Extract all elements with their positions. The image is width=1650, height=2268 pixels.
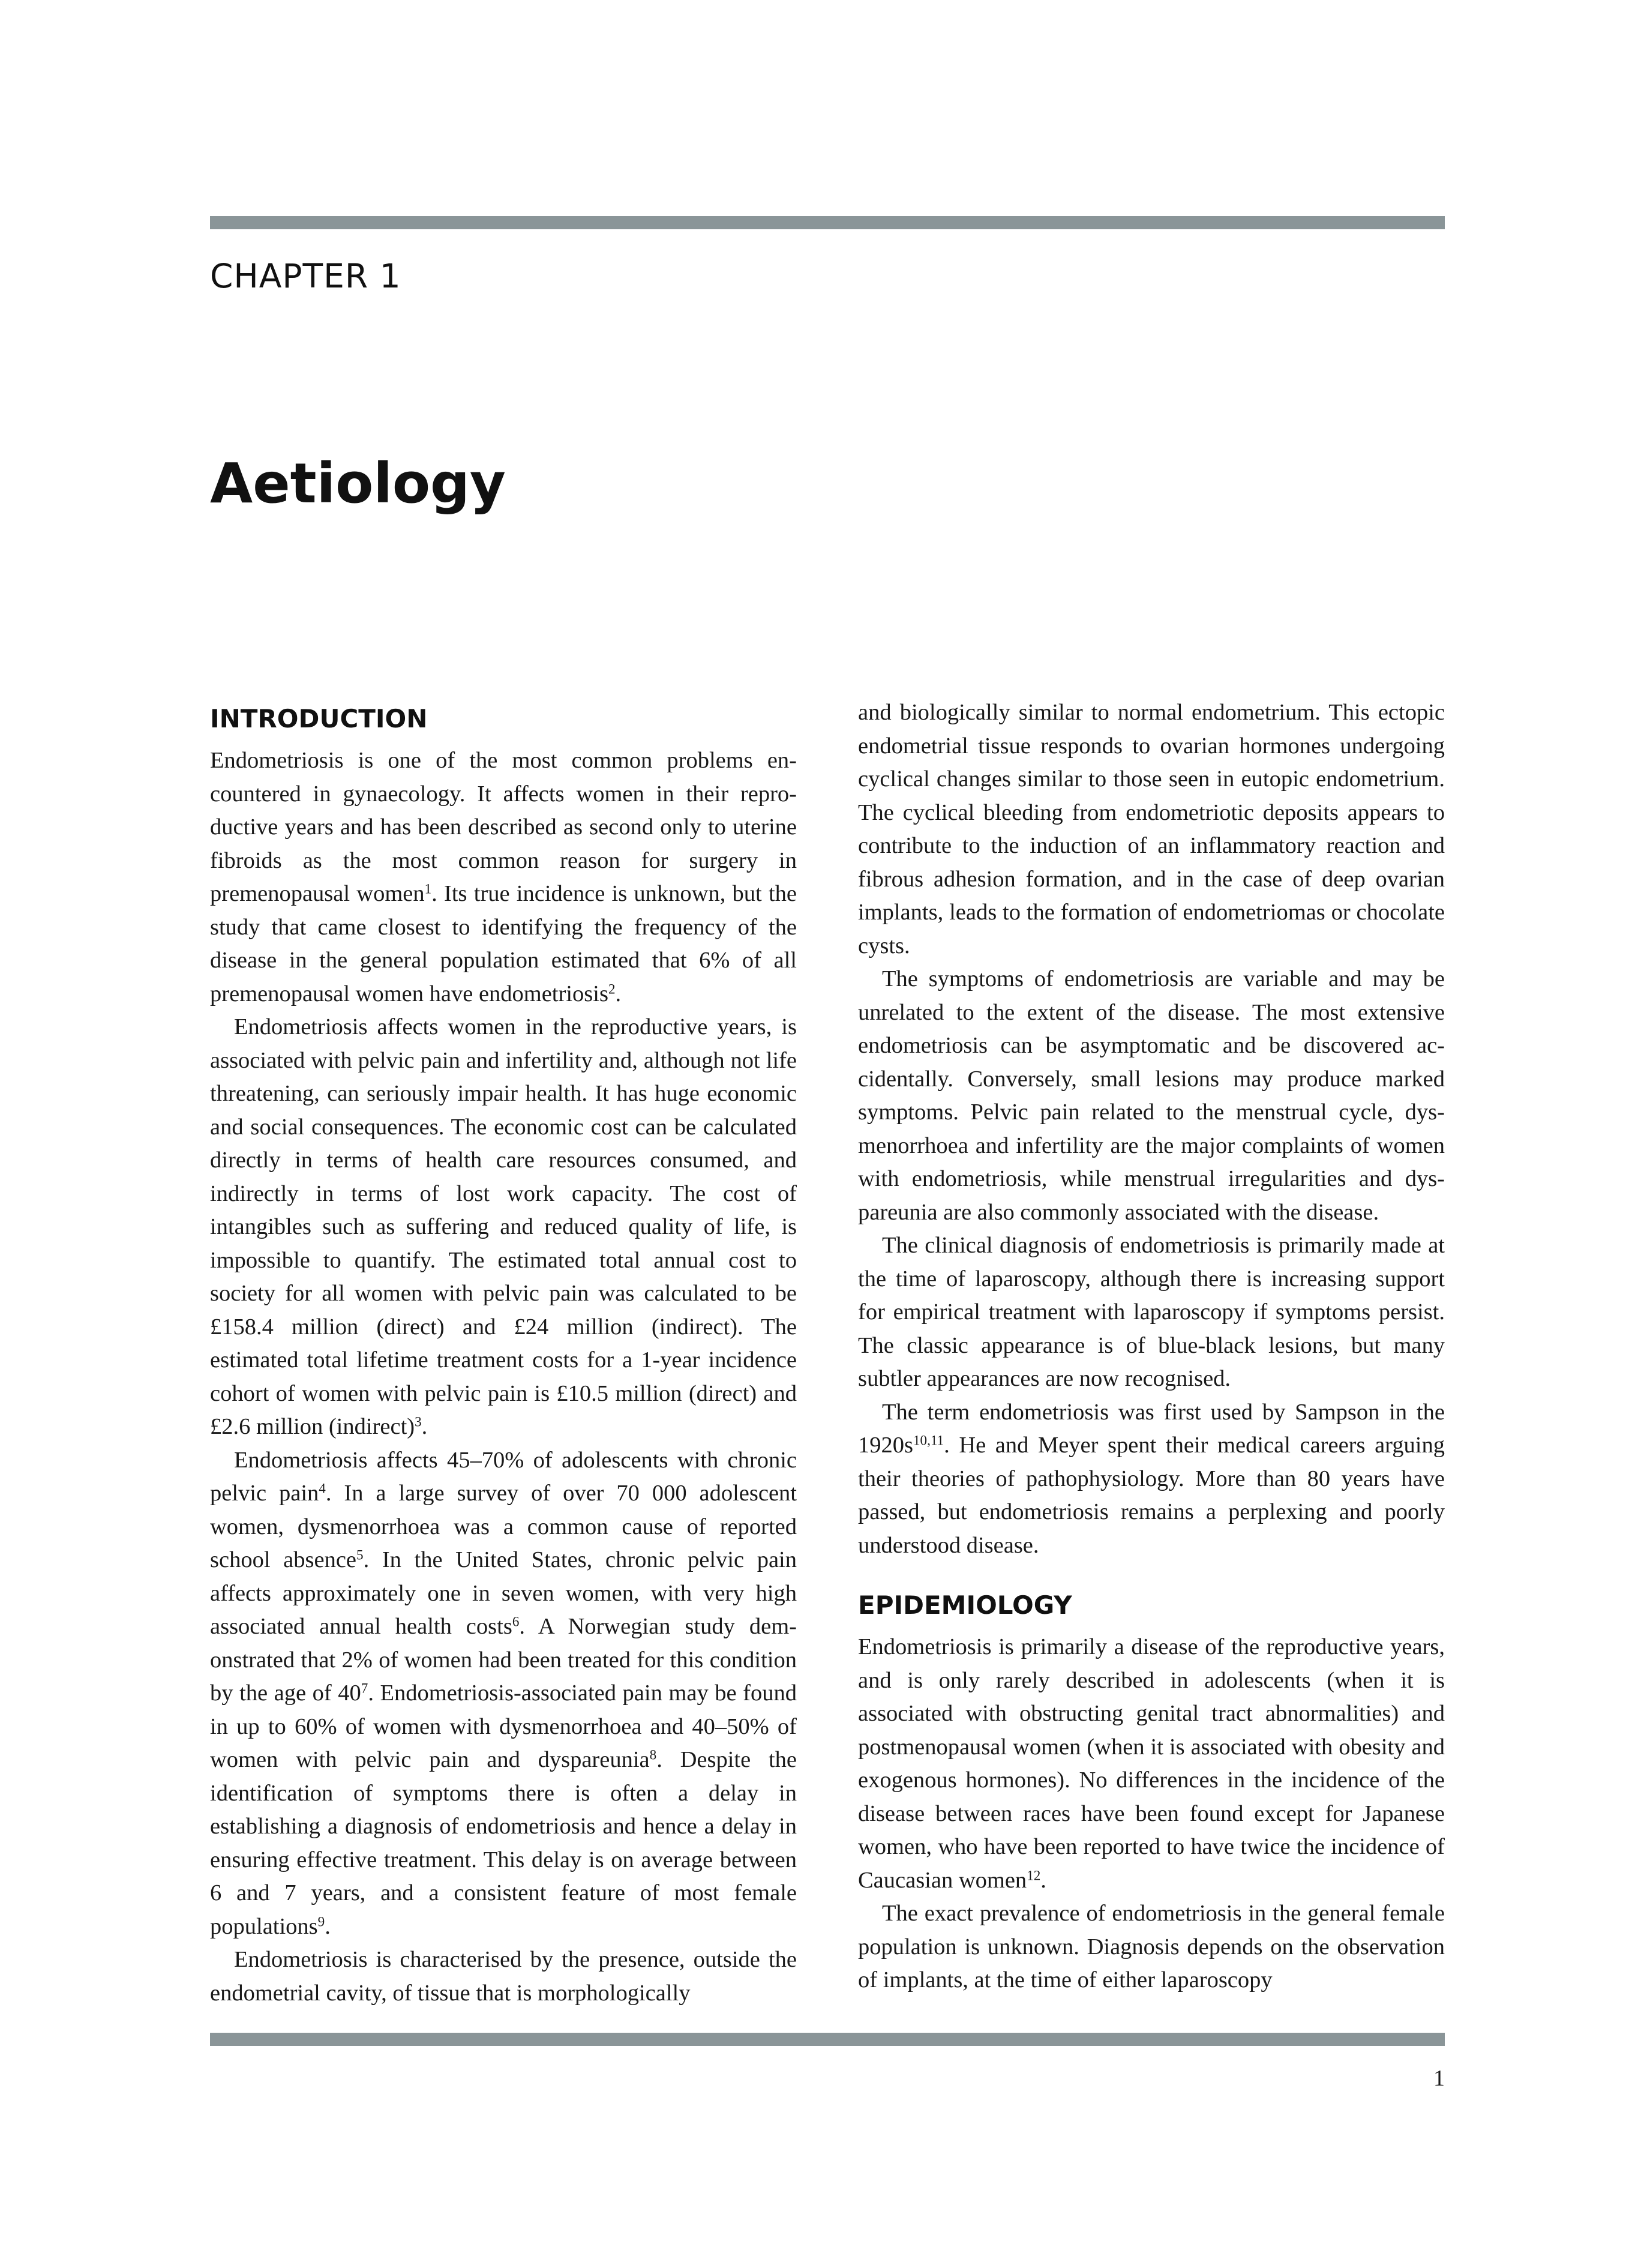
citation-marker: 6 <box>512 1613 520 1629</box>
chapter-title: Aetiology <box>210 451 506 516</box>
citation-marker: 4 <box>319 1480 326 1496</box>
epidemiology-body <box>858 1631 1445 1997</box>
citation-marker: 1 <box>424 880 432 897</box>
bottom-rule <box>210 2033 1445 2046</box>
citation-marker: 3 <box>415 1413 422 1430</box>
top-rule <box>210 216 1445 229</box>
chapter-label: CHAPTER 1 <box>210 257 401 295</box>
citation-marker: 2 <box>608 980 616 996</box>
body-paragraph: Endometriosis affects women in the reproductive years, is associated with pelvic pain and infertility and, although not life threatening, can seriously impair health. It has huge economic and social consequences. The economic cost can be calculated directly in terms of health care resources consumed, and indirectly in terms of lost work capacity. The cost of intangibles such as suffering and reduced quality of life, is impossible to quantify. The estimated total annual cost to society for all women with pelvic pain was calculated to be £158.4 million (direct) and £24 million (indirect). The estimated total lifetime treatment costs for a 1-year incidence cohort of women with pelvic pain is £10.5 million (direct) and £2.6 million (indirect)$^3$. <box>210 1014 797 1439</box>
body-paragraph: The symptoms of endometriosis are variable and may be unrelated to the extent of the disease. The most extensive endometriosis can be asymptomatic and be discovered accidentally. Conversely, small lesions may produce marked symptoms. Pelvic pain related to the menstrual cycle, dysmenorrhoea and infertility are the major complaints of women with endometriosis, while menstrual irregularities and dyspareunia are also commonly associated with the disease. <box>858 966 1445 1225</box>
body-paragraph: Endometriosis affects 45–70% of adolescents with chronic pelvic pain$^4$. In a large survey of over 70 000 adolescent women, dysmenorrhoea was a common cause of reported school absence$^5$. In the United States, chronic pelvic pain affects approximately one in seven women, with very high associated annual health costs$^6$. A Norwegian study demonstrated that 2% of women had been treated for this condition by the age of $40^7$. Endometriosis-associated pain may be found in up to 60% of women with dysmenorrhoea and 40–50% of women with pelvic pain and dyspareunia$^8$. Despite the identification of symptoms there is often a delay in establishing a diagnosis of endometriosis and hence a delay in ensuring effective treatment. This delay is on average between 6 and 7 years, and a consistent feature of most female populations$^9$. <box>210 1447 797 1939</box>
citation-marker: 8 <box>649 1746 657 1763</box>
body-paragraph: Endometriosis is characterised by the presence, outside the endometrial cavity, of tissue that is morphologically <box>210 1947 797 2006</box>
body-paragraph: The clinical diagnosis of endometriosis is primarily made at the time of laparoscopy, although there is increasing support for empirical treatment with laparoscopy if symptoms persist. The classic appearance is of blue-black lesions, but many subtler appearances are now recognised. <box>858 1233 1445 1391</box>
citation-marker: 7 <box>361 1680 368 1696</box>
body-paragraph: Endometriosis is one of the most common problems encountered in gynaecology. It affects women in their reproductive years and has been described as second only to uterine fibroids as the most common reason for surgery in premenopausal women$^1$. Its true incidence is unknown, but the study that came closest to identifying the frequency of the disease in the general population estimated that 6% of all premenopausal women have endometriosis$^2$. <box>210 748 797 1006</box>
page-number: 1 <box>1433 2066 1445 2091</box>
left-column <box>210 696 797 2010</box>
citation-marker: 10,11 <box>913 1432 944 1448</box>
introduction-continuation-body <box>858 696 1445 1562</box>
citation-marker: 12 <box>1027 1866 1041 1883</box>
citation-marker: 5 <box>356 1547 364 1563</box>
section-heading-introduction: INTRODUCTION <box>210 704 428 733</box>
citation-marker: 9 <box>317 1913 325 1929</box>
body-paragraph: and biologically similar to normal endometrium. This ectopic endometrial tissue responds to ovarian hormones undergoing cyclical changes similar to those seen in eutopic endometrium. The cyclical bleeding from endometriotic deposits appears to contribute to the induction of an inflammatory reaction and fibrous adhesion formation, and in the case of deep ovarian implants, leads to the formation of endometriomas or chocolate cysts. <box>858 700 1445 958</box>
body-paragraph: Endometriosis is primarily a disease of the reproductive years, and is only rarely described in adolescents (when it is associated with obstructing genital tract abnormalities) and postmenopausal women (when it is associated with obesity and exogenous hormones). No differences in the incidence of the disease between races have been found except for Japanese women, who have been reported to have twice the incidence of Caucasian women$^{12}$. <box>858 1634 1445 1893</box>
body-paragraph: The term endometriosis was first used by Sampson in the $1920s^{10,11}$. He and Meyer spent their medical careers arguing their theories of pathophysiology. More than 80 years have passed, but endometriosis remains a perplexing and poorly understood disease. <box>858 1399 1445 1558</box>
body-paragraph: The exact prevalence of endometriosis in the general female population is unknown. Diagnosis depends on the observation of implants, at the time of either laparoscopy <box>858 1901 1445 1993</box>
section-heading-epidemiology: EPIDEMIOLOGY <box>858 1590 1072 1620</box>
right-column <box>858 696 1445 1997</box>
introduction-body <box>210 744 797 2010</box>
